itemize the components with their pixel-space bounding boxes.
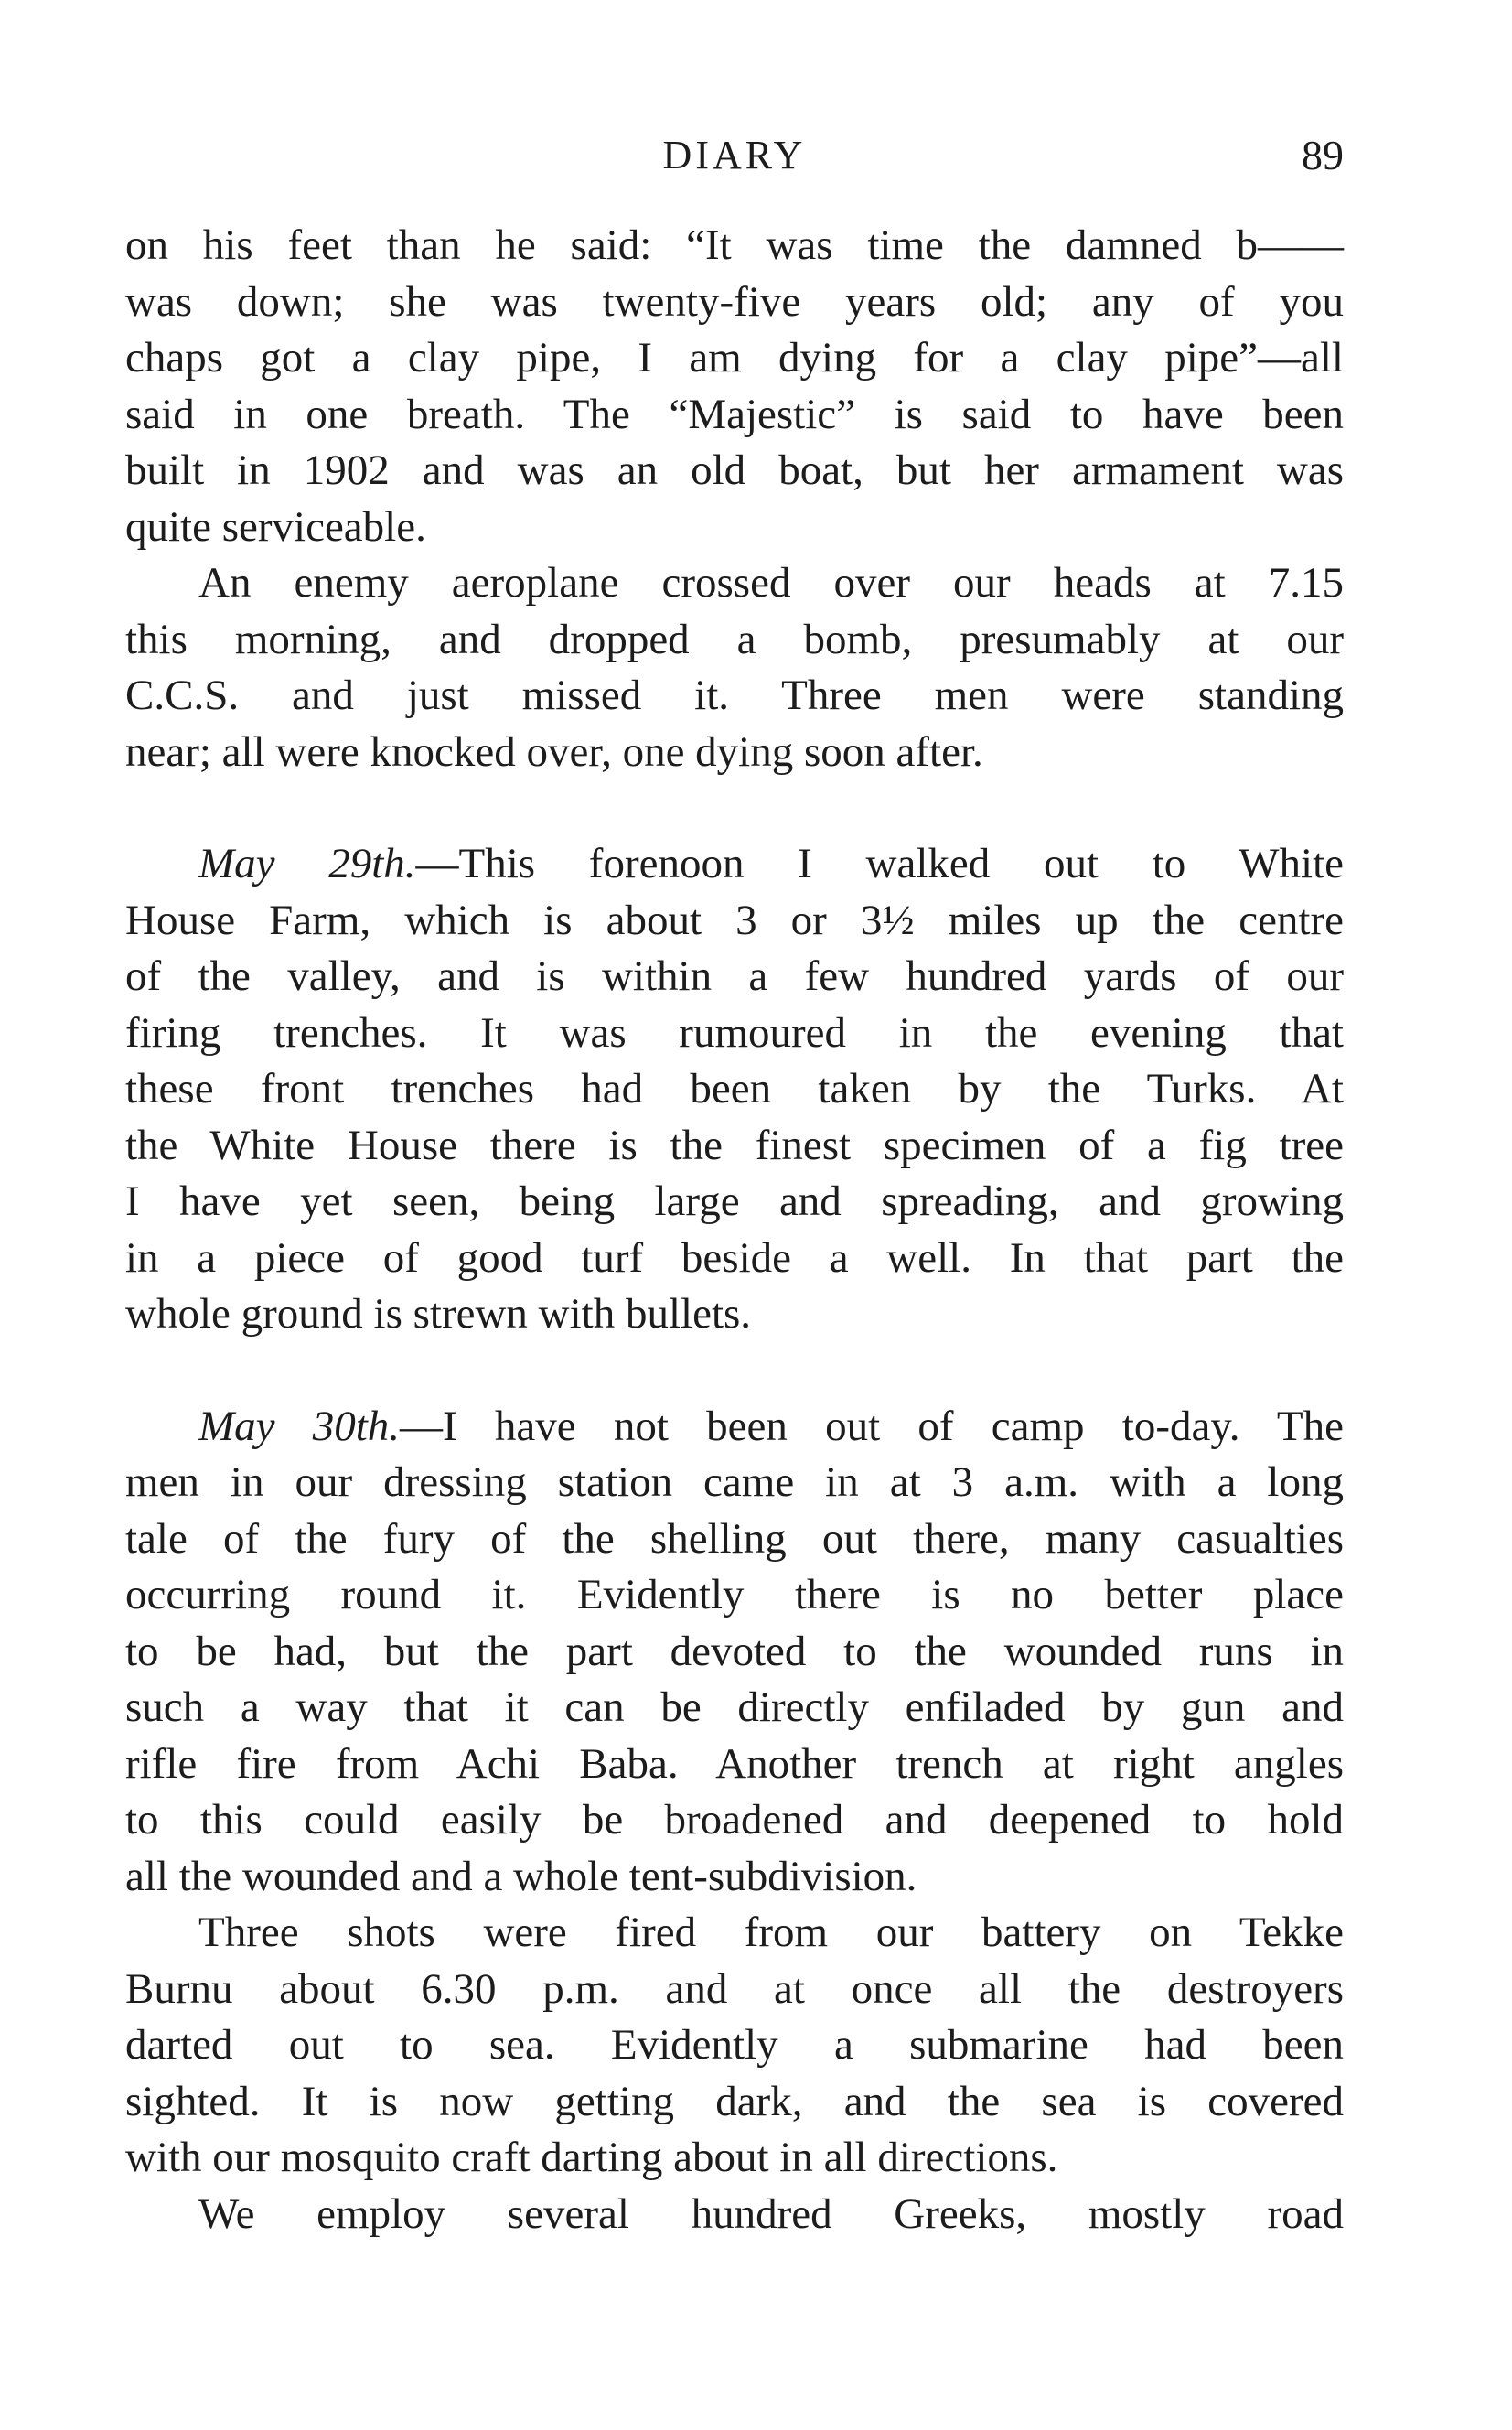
text-line <box>125 1399 1344 1456</box>
text-line: all the wounded and a whole tent-subdivision. <box>125 1852 917 1900</box>
text-line: with our mosquito craft darting about in all directions. <box>125 2134 1058 2181</box>
text-line: House Farm, which is about 3 or 3½ miles up the centre <box>125 896 1344 944</box>
text-line: whole ground is strewn with bullets. <box>125 1290 752 1338</box>
text-line: to be had, but the part devoted to the wounded runs in <box>125 1627 1344 1675</box>
entry-date: May 30th. <box>198 1402 401 1450</box>
text-line: of the valley, and is within a few hundred yards of our <box>125 952 1344 1000</box>
text-line: this morning, and dropped a bomb, presumably at our <box>125 615 1344 663</box>
text-line: the White House there is the finest specimen of a fig tree <box>125 1121 1344 1169</box>
text-line: near; all were knocked over, one dying soon after. <box>125 727 983 776</box>
text-line: to this could easily be broadened and deepened to hold <box>125 1796 1344 1844</box>
text-line: firing trenches. It was rumoured in the evening that <box>125 1008 1344 1057</box>
text-line: chaps got a clay pipe, I am dying for a clay pipe”—all <box>125 334 1344 382</box>
running-head <box>125 128 1344 183</box>
text-line: men in our dressing station came in at 3 a.m. with a long <box>125 1458 1344 1506</box>
page-number: 89 <box>1302 132 1344 178</box>
text-line: was down; she was twenty-five years old; any of you <box>125 277 1344 326</box>
text-line: C.C.S. and just missed it. Three men were standing <box>125 672 1344 719</box>
text-line: said in one breath. The “Majestic” is said to have been <box>125 390 1344 438</box>
text-line: these front trenches had been taken by the Turks. At <box>125 1065 1344 1113</box>
text-line: darted out to sea. Evidently a submarine had been <box>125 2021 1344 2069</box>
running-title: DIARY <box>662 133 807 177</box>
body-text <box>125 218 1344 2242</box>
text-line: rifle fire from Achi Baba. Another trench at right angles <box>125 1739 1344 1788</box>
paragraph-submarine <box>125 1905 1344 2187</box>
entry-text: —I have not been out of camp to-day. The <box>400 1402 1344 1450</box>
entry-text: —This forenoon I walked out to White <box>415 840 1344 887</box>
text-line: An enemy aeroplane crossed over our heads at 7.15 <box>198 559 1344 607</box>
text-line: Burnu about 6.30 p.m. and at once all the destroyers <box>125 1964 1344 2013</box>
text-line: We employ several hundred Greeks, mostly road <box>198 2189 1344 2238</box>
text-line: I have yet seen, being large and spreading, and growing <box>125 1177 1344 1225</box>
text-line <box>125 836 1344 893</box>
text-line: tale of the fury of the shelling out there, many casualties <box>125 1514 1344 1563</box>
paragraph-greeks <box>125 2187 1344 2243</box>
paragraph-aeroplane <box>125 555 1344 780</box>
diary-entry-may-30 <box>125 1399 1344 1906</box>
text-line: occurring round it. Evidently there is no better place <box>125 1571 1344 1618</box>
text-line: sighted. It is now getting dark, and the sea is covered <box>125 2077 1344 2125</box>
diary-entry-may-29 <box>125 836 1344 1343</box>
text-line: Three shots were fired from our battery on Tekke <box>198 1909 1344 1956</box>
paragraph-majestic <box>125 218 1344 555</box>
text-line: such a way that it can be directly enfiladed by gun and <box>125 1683 1344 1731</box>
text-line: quite serviceable. <box>125 502 426 551</box>
text-line: on his feet than he said: “It was time the damned b—— <box>125 221 1344 269</box>
text-line: in a piece of good turf beside a well. In that part the <box>125 1233 1344 1282</box>
entry-date: May 29th. <box>198 840 416 887</box>
text-line: built in 1902 and was an old boat, but her armament was <box>125 446 1344 494</box>
